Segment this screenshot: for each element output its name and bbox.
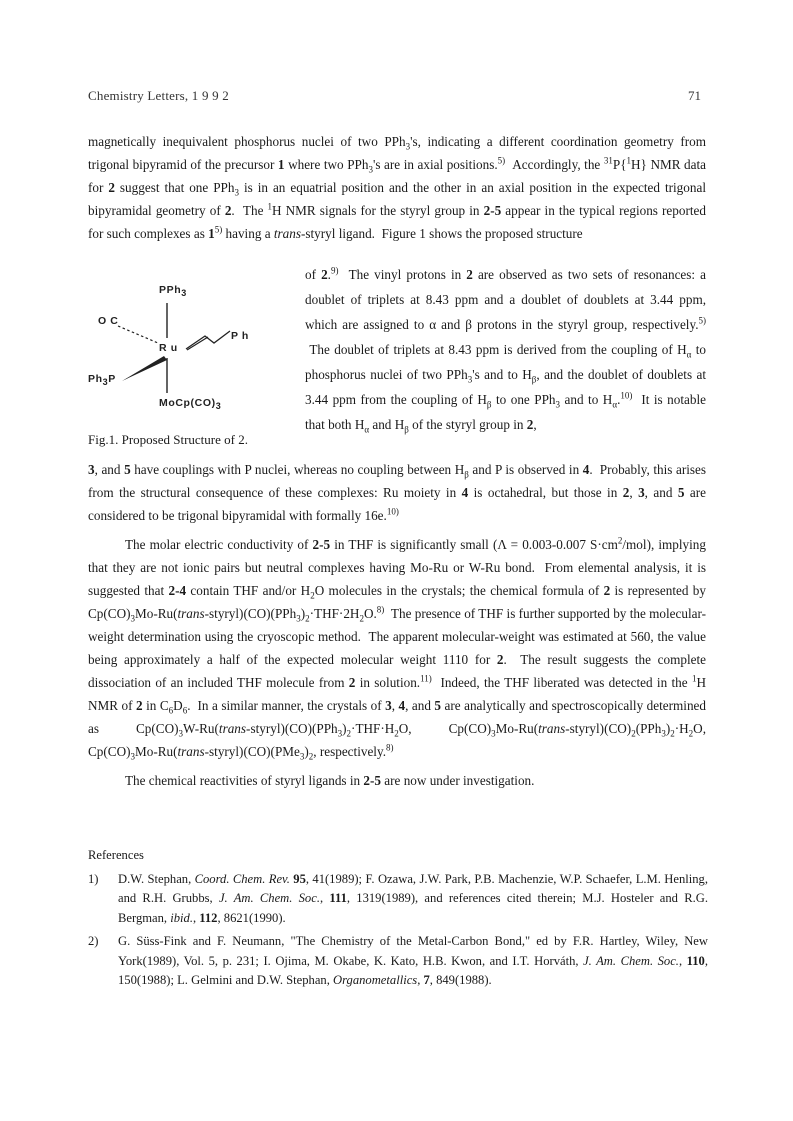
paragraph-3: The chemical reactivities of styryl ligands in 2-5 are now under investigation.: [125, 773, 535, 788]
label-pph3: PPh$_3$: [159, 284, 187, 299]
structure-figure: [88, 276, 293, 451]
references-section: [88, 846, 708, 995]
paragraph-1-end: 3, and 5 have couplings with P nuclei, whereas no coupling between $H_\beta$ and P is observed in 4. Probably, this arises from the structural consequence of these complexes: Ru moiety in 4 is octahedral, but those in 2, 3, and 5 are considered to be trigonal bipyramidal with formally 16e.$^{10)}$: [88, 462, 707, 523]
reference-item: 2) G. Süss-Fink and F. Neumann, "The Chemistry of the Metal-Carbon Bond," ed by F.R. Hartley, Wiley, New York(1989), Vol. 5, p. 231; I. Ojima, M. Okabe, K. Kato, H.B. Kwon, and I.T. Horváth, J. Am. Chem. Soc., 110, 150(1988); L. Gelmini and D.W. Stephan, Organometallics, 7, 849(1988).: [88, 934, 709, 987]
ru-co-dashed-bond: [118, 326, 158, 343]
label-mocp-co3: $MoCp(CO)_3$: [159, 397, 222, 412]
label-ph3p: $Ph_3P$: [88, 373, 116, 388]
paragraph-1-top: magnetically inequivalent phosphorus nuclei of two PPh$_3$'s, indicating a different coordination geometry from trigonal bipyramid of the precursor 1 where two PPh$_3$'s are in axial positions.$^{5)}$ Accordingly, the $^{31}$P{$^1$H} NMR data for 2 suggest that one PPh$_3$ is in an equatrial position and the other in an axial position in the expected trigonal bipyramidal geometry of 2. The $^1$H NMR signals for the styryl group in 2-5 appear in the typical regions reported for such complexes as 1$^{5)}$ having a trans-styryl ligand. Figure 1 shows the proposed structure: [88, 134, 707, 241]
label-ru: R u: [159, 342, 178, 354]
label-oc: O C: [98, 315, 119, 327]
wrapped-paragraph: [305, 262, 706, 437]
reference-number: 1): [88, 871, 99, 886]
figure-caption: Fig.1. Proposed Structure of 2.: [88, 432, 248, 447]
main-text: [88, 458, 706, 792]
ru-pph3-wedge-bond: [122, 356, 167, 381]
intro-paragraph: [88, 130, 706, 245]
styryl-double-bond: [187, 337, 208, 350]
paragraph-2: The molar electric conductivity of 2-5 in THF is significantly small (Λ = 0.003-0.007 $S\cdot cm^2/mol$), implying that they are not ionic pairs but neutral complexes having Mo-Ru or W-Ru bond. From elemental analysis, it is suggested that 2-4 contain THF and/or $H_2O$ molecules in the crystals; the chemical formula of 2 is represented by $Cp(CO)_3Mo-Ru(trans-styryl)(CO)(PPh_3)_2\cdot THF\cdot 2H_2O.^{8)}$ The presence of THF is further supported by the molecular-weight determination using the cryoscopic method. The apparent molecular-weight was estimated at 560, the value being approximately a half of the expected molecular weight 1110 for 2. The result suggests the complete dissociation of an included THF molecule from 2 in solution.$^{11)}$ Indeed, the THF liberated was detected in the $^1$H NMR of 2 in $C_6D_6$. In a similar manner, the crystals of 3, 4, and 5 are analytically and spectroscopically determined as $Cp(CO)_3W-Ru(trans-styryl)(CO)(PPh_3)_2\cdot THF\cdot H_2O$, $Cp(CO)_3Mo-Ru(trans-styryl)(CO)_2(PPh_3)_2\cdot H_2O$, $Cp(CO)_3Mo-Ru(trans-styryl)(CO)(PMe_3)_2$, respectively.$^{8)}$: [88, 535, 707, 762]
page-number: 71: [688, 88, 701, 103]
reference-number: 2): [88, 934, 99, 948]
label-ph: P h: [231, 330, 249, 342]
paragraph-1-wrapped: of 2.$^{9)}$ The vinyl protons in 2 are observed as two sets of resonances: a doublet of triplets at 8.43 ppm and a doublet of doublets at 3.44 ppm, which are assigned to α and β protons in the styryl group, respectively.$^{5)}$ The doublet of triplets at 8.43 ppm is derived from the coupling of $H_\alpha$ to phosphorus nuclei of two PPh$_3$'s and to $H_\beta$, and the doublet of doublets at 3.44 ppm from the coupling of $H_\beta$ to one PPh$_3$ and to $H_\alpha.^{10)}$ It is notable that both $H_\alpha$ and $H_\beta$ of the styryl group in 2,: [305, 265, 706, 435]
reference-item: 1) D.W. Stephan, Coord. Chem. Rev. 95, 41(1989); F. Ozawa, J.W. Park, P.B. Machenzie, W.P. Schaefer, L.M. Henling, and R.H. Grubbs, J. Am. Chem. Soc., 111, 1319(1989), and references cited therein; M.J. Hosteler and R.G. Bergman, ibid., 112, 8621(1990).: [88, 871, 709, 925]
page-header: [88, 88, 705, 108]
journal-title: Chemistry Letters, 1 9 9 2: [88, 88, 229, 103]
references-heading: References: [88, 848, 144, 862]
